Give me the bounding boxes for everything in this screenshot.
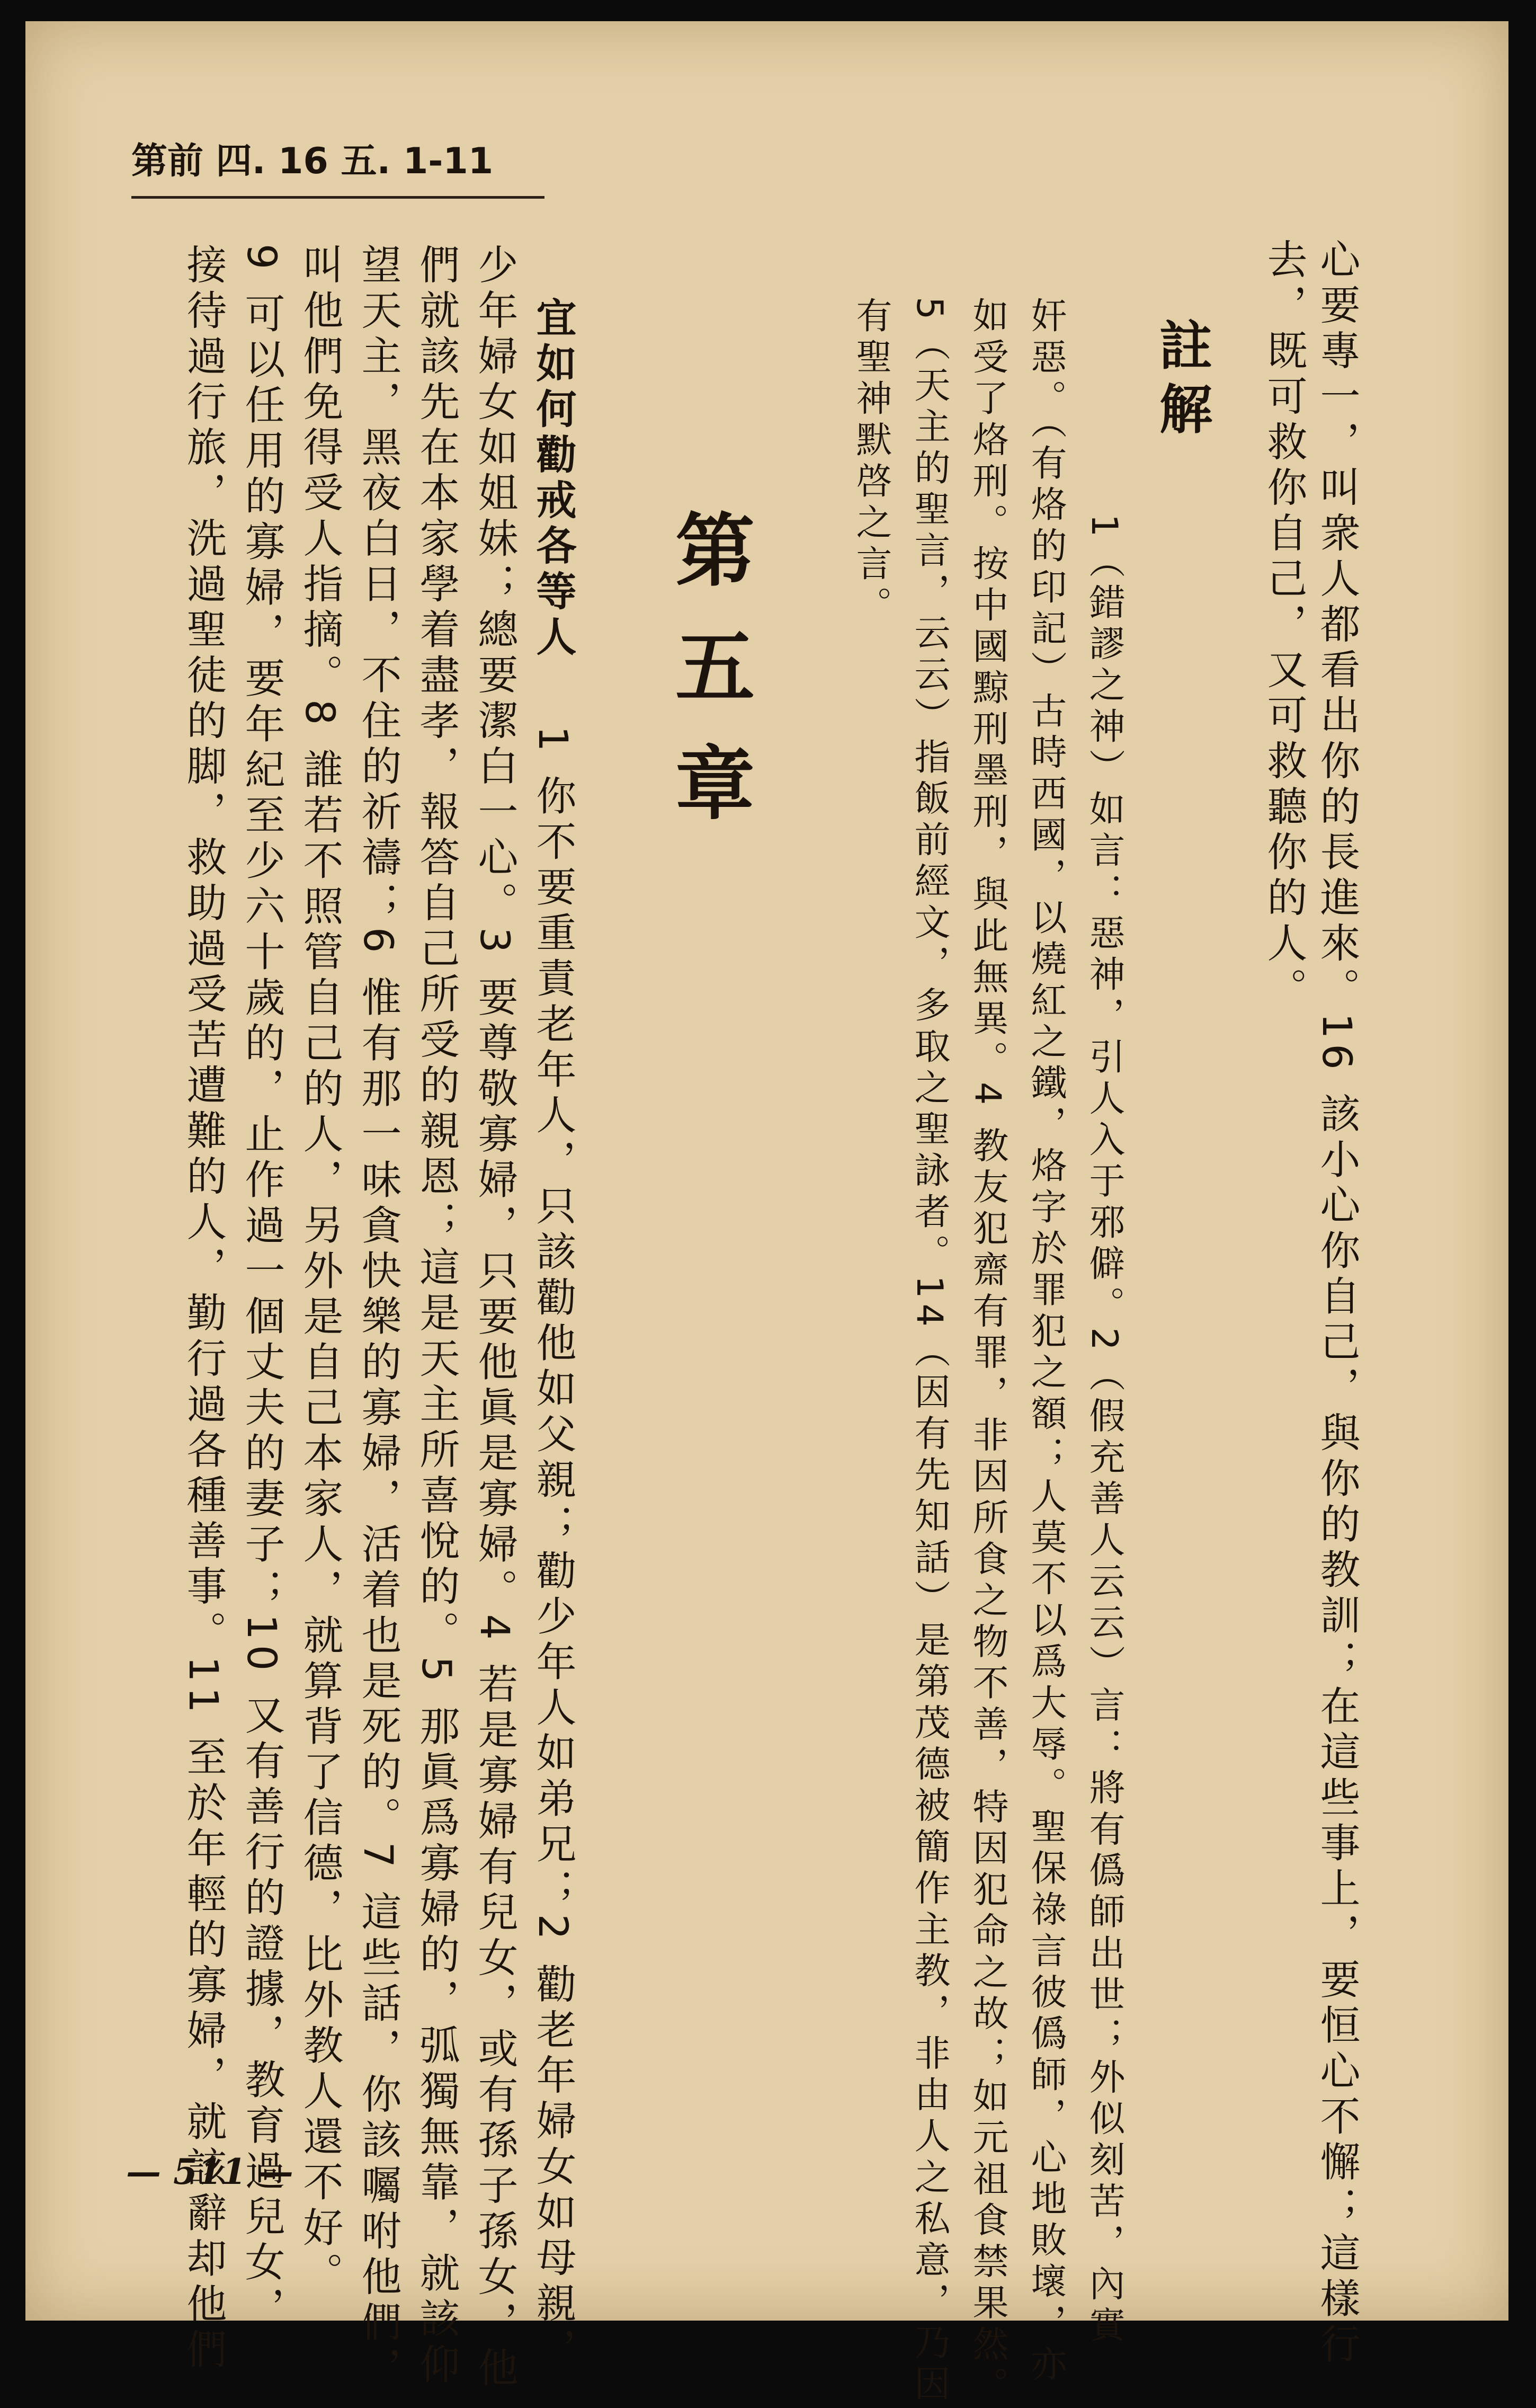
section-subtitle: 宜如何勸戒各等人 <box>530 297 577 661</box>
prev-text-line: 去，既可救你自己，又可救聽你的人。 <box>1261 238 1308 1013</box>
note-line: 1（錯謬之神）如言：惡神，引人入于邪僻。2（假充善人云云）言：將有僞師出世；外似刻苦，內實 <box>1083 514 1125 2348</box>
body-line: 叫他們免得受人指摘。8 誰若不照管自己的人，另外是自己本家人，就算背了信德，比外教人還不好。 <box>297 244 344 2298</box>
prev-text-line: 心要專一，叫衆人都看出你的長進來。16 該小心你自己，與你的教訓；在這些事上，要恒心不懈；這樣行 <box>1314 238 1361 2369</box>
note-line: 5（天主的聖言，云云）指飯前經文，多取之聖詠者。14（因有先知話）是第茂德被簡作主教，非由人之私意，乃因 <box>908 297 950 2406</box>
body-line: 9 可以任用的寡婦，要年紀至少六十歲的，止作過一個丈夫的妻子；10 又有善行的證據，教育過兒女， <box>238 244 285 2332</box>
text-columns <box>25 21 1508 2408</box>
note-line: 有聖神默啓之言。 <box>850 297 892 627</box>
body-line: 1 你不要重責老年人，只該勸他如父親；勸少年人如弟兄；2 勸老年婦女如母親， <box>530 726 577 2374</box>
notes-heading: 註解 <box>1150 318 1212 445</box>
chapter-title: 第五章 <box>662 509 754 858</box>
running-header: 第前 四. 16 五. 1-11 <box>131 138 544 199</box>
note-line: 如受了烙刑。按中國黥刑墨刑，與此無異。4 教友犯齋有罪，非因所食之物不善，特因犯命之故；如元祖食禁果然。 <box>967 297 1008 2408</box>
body-line: 們就該先在本家學着盡孝，報答自己所受的親恩；這是天主所喜悅的。5 那眞爲寡婦的，弧獨無靠，就該仰 <box>413 244 460 2389</box>
body-line: 少年婦女如姐妹；總要潔白一心。3 要尊敬寡婦，只要他眞是寡婦。4 若是寡婦有兒女，或有孫子孫女，他 <box>471 244 519 2393</box>
page-number: — 511 — <box>126 2151 293 2192</box>
note-line: 奸惡。（有烙的印記）古時西國，以燒紅之鐵，烙字於罪犯之額；人莫不以爲大辱。聖保祿言彼僞師，心地敗壞，亦 <box>1025 297 1067 2386</box>
body-line: 接待過行旅，洗過聖徒的脚，救助過受苦遭難的人，勤行過各種善事。11 至於年輕的寡婦，就該辭却他們 <box>180 244 227 2374</box>
book-page <box>25 21 1508 2408</box>
body-line: 望天主，黑夜白日，不住的祈禱；6 惟有那一味貪快樂的寡婦，活着也是死的。7 這些話，你該囑咐他們， <box>355 244 402 2393</box>
